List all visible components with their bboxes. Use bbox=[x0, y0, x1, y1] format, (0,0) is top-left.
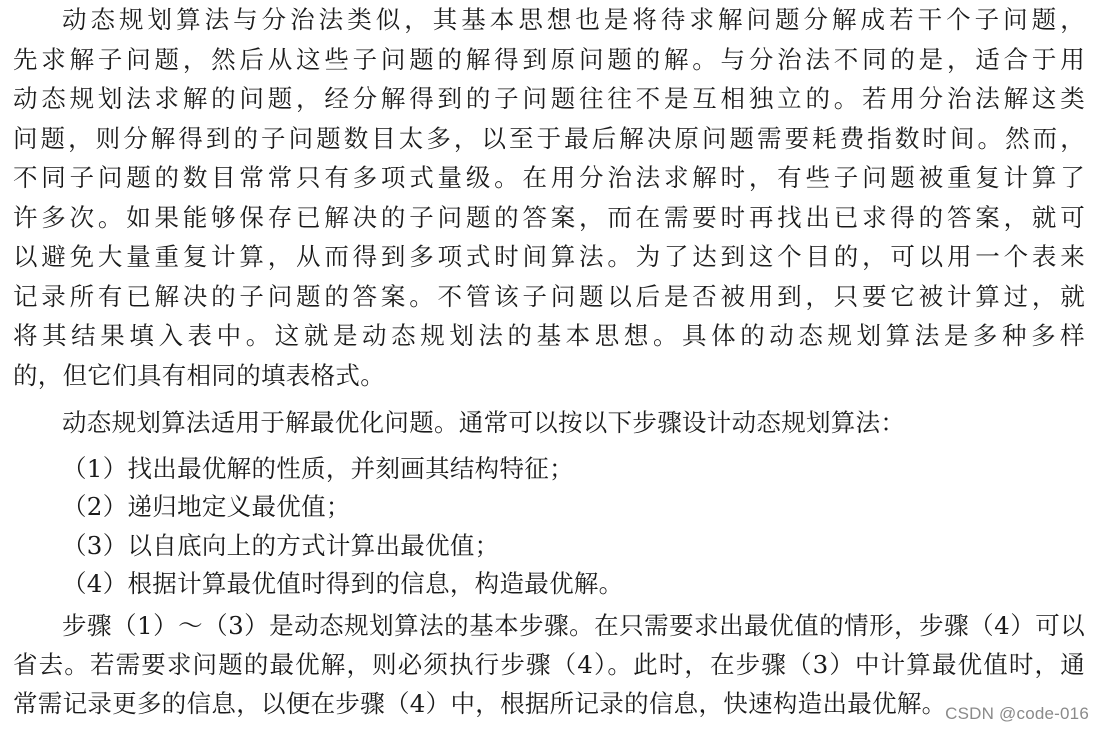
paragraph-1-line-3: 动态规划法求解的问题，经分解得到的子问题往往不是互相独立的。若用分治法解这类 bbox=[13, 84, 1085, 113]
paragraph-1-line-8: 记录所有已解决的子问题的答案。不管该子问题以后是否被用到，只要它被计算过，就 bbox=[13, 282, 1085, 311]
paragraph-1-line-4: 问题，则分解得到的子问题数目太多，以至于最后解决原问题需要耗费指数时间。然而， bbox=[13, 124, 1085, 153]
step-1-item: （1）找出最优解的性质，并刻画其结构特征； bbox=[62, 454, 574, 483]
paragraph-1-line-9: 将其结果填入表中。这就是动态规划法的基本思想。具体的动态规划算法是多种多样 bbox=[13, 321, 1085, 350]
paragraph-1-line-10: 的，但它们具有相同的填表格式。 bbox=[13, 361, 385, 390]
paragraph-1-line-1: 动态规划算法与分治法类似，其基本思想也是将待求解问题分解成若干个子问题， bbox=[62, 5, 1085, 34]
step-4-item: （4）根据计算最优值时得到的信息，构造最优解。 bbox=[62, 569, 624, 598]
paragraph-2: 动态规划算法适用于解最优化问题。通常可以按以下步骤设计动态规划算法： bbox=[62, 408, 906, 437]
paragraph-1-line-6: 许多次。如果能够保存已解决的子问题的答案，而在需要时再找出已求得的答案，就可 bbox=[13, 203, 1085, 232]
paragraph-1-line-7: 以避免大量重复计算，从而得到多项式时间算法。为了达到这个目的，可以用一个表来 bbox=[13, 242, 1085, 271]
csdn-watermark: CSDN @code-016 bbox=[945, 704, 1089, 723]
paragraph-3-line-2: 省去。若需要求问题的最优解，则必须执行步骤（4）。此时，在步骤（3）中计算最优值时，通 bbox=[13, 650, 1085, 679]
paragraph-1-line-2: 先求解子问题，然后从这些子问题的解得到原问题的解。与分治法不同的是，适合于用 bbox=[13, 45, 1085, 74]
paragraph-3-line-3: 常需记录更多的信息，以便在步骤（4）中，根据所记录的信息，快速构造出最优解。 bbox=[13, 689, 947, 718]
step-3-item: （3）以自底向上的方式计算出最优值； bbox=[62, 531, 500, 560]
paragraph-3-line-1: 步骤（1）～（3）是动态规划算法的基本步骤。在只需要求出最优值的情形，步骤（4）可以 bbox=[62, 611, 1085, 640]
paragraph-1-line-5: 不同子问题的数目常常只有多项式量级。在用分治法求解时，有些子问题被重复计算了 bbox=[13, 163, 1085, 192]
step-2-item: （2）递归地定义最优值； bbox=[62, 492, 351, 521]
